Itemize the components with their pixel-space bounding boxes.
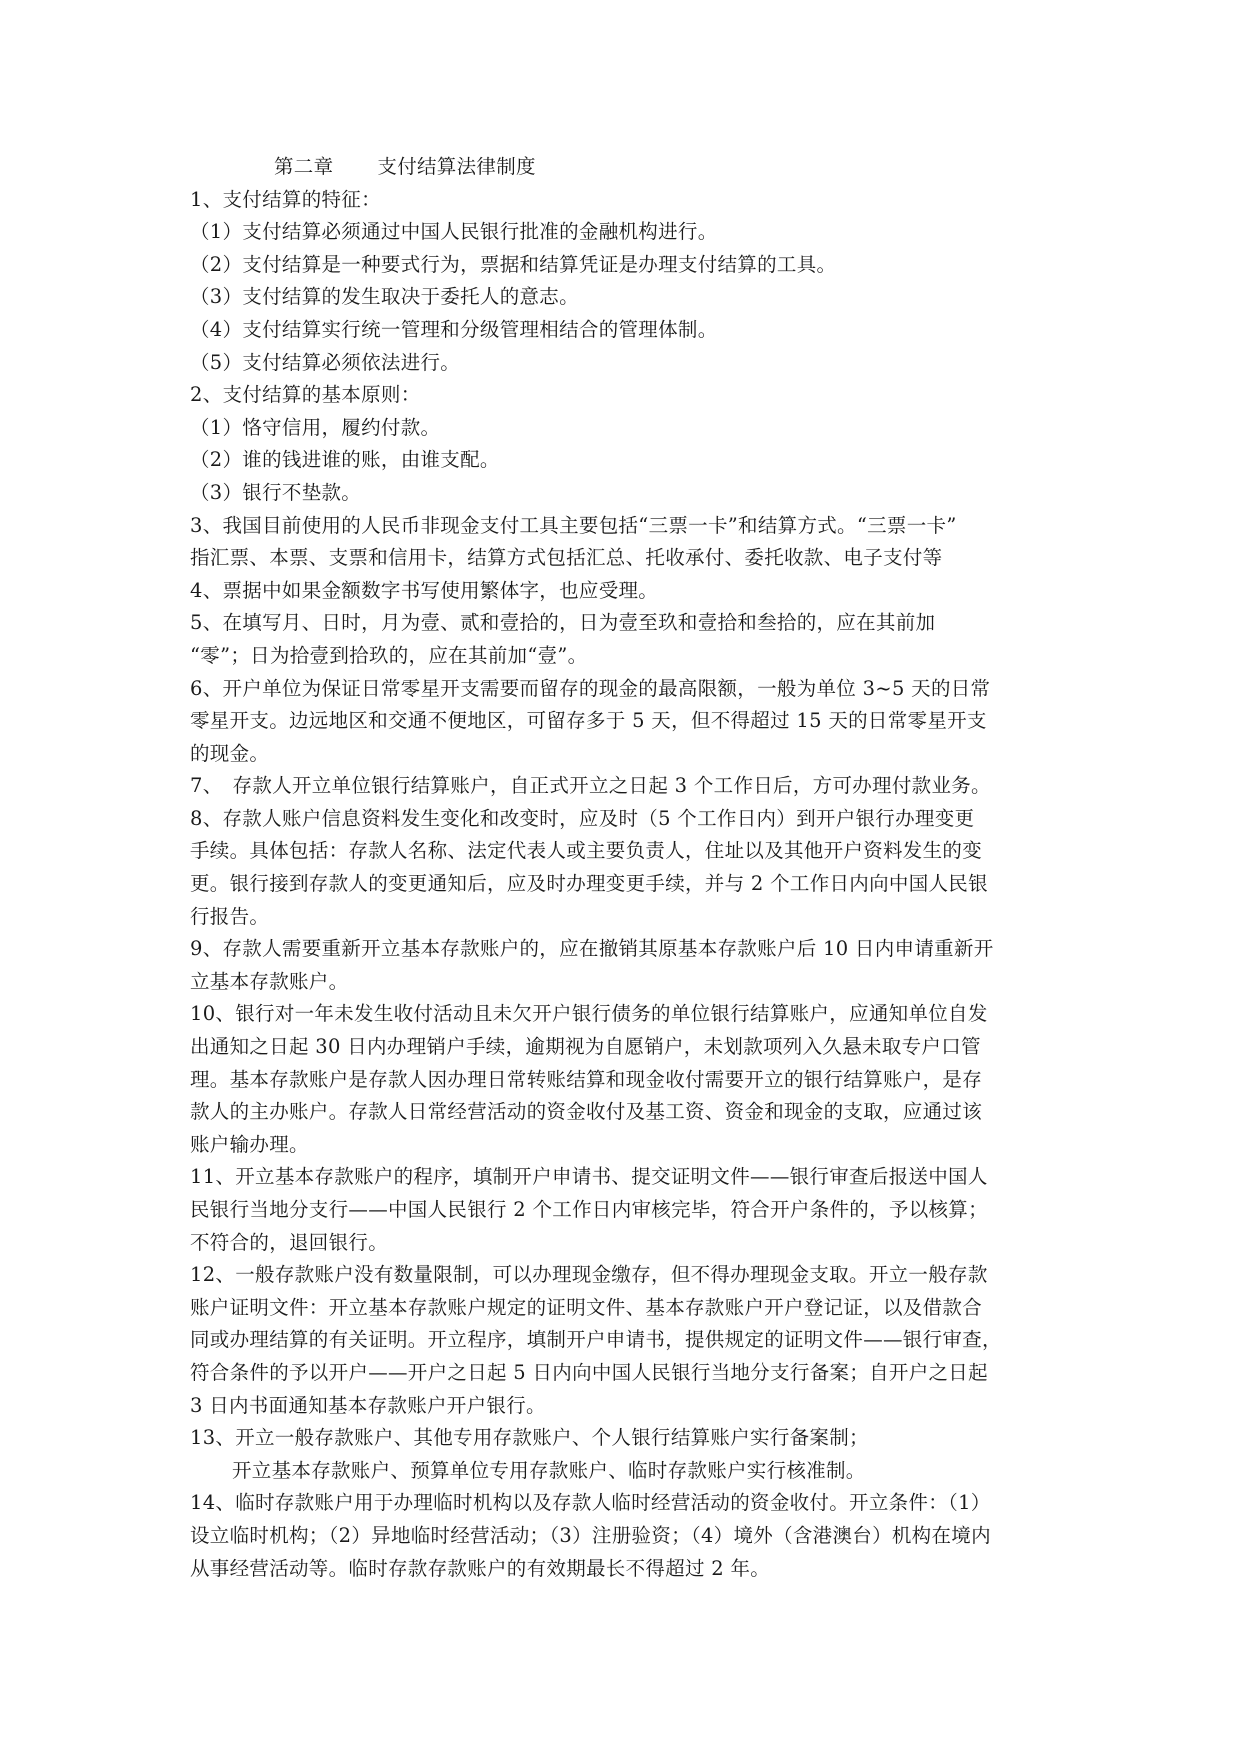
- text-line: （3）支付结算的发生取决于委托人的意志。: [190, 285, 579, 309]
- text-line: 10、银行对一年未发生收付活动且未欠开户银行债务的单位银行结算账户，应通知单位自发: [190, 1002, 988, 1026]
- text-line: 指汇票、本票、支票和信用卡，结算方式包括汇总、托收承付、委托收款、电子支付等: [190, 546, 943, 570]
- text-line: 出通知之日起 30 日内办理销户手续，逾期视为自愿销户，未划款项列入久悬未取专户口管: [190, 1035, 981, 1059]
- text-line: 11、开立基本存款账户的程序，填制开户申请书、提交证明文件——银行审查后报送中国人: [190, 1165, 988, 1189]
- text-line: 符合条件的予以开户——开户之日起 5 日内向中国人民银行当地分支行备案；自开户之日起: [190, 1360, 988, 1384]
- text-line: （4）支付结算实行统一管理和分级管理相结合的管理体制。: [190, 317, 718, 341]
- text-line: （5）支付结算必须依法进行。: [190, 350, 461, 374]
- text-line: 民银行当地分支行——中国人民银行 2 个工作日内审核完毕，符合开户条件的，予以核算；: [190, 1198, 988, 1221]
- text-line: （1）恪守信用，履约付款。: [190, 415, 441, 439]
- text-line: （3）银行不垫款。: [190, 480, 362, 504]
- text-line: 从事经营活动等。临时存款存款账户的有效期最长不得超过 2 年。: [190, 1556, 771, 1580]
- text-line: 账户输办理。: [190, 1132, 309, 1156]
- chapter-number: 第二章: [274, 155, 334, 178]
- text-line: 9、存款人需要重新开立基本存款账户的，应在撤销其原基本存款账户后 10 日内申请重新开: [190, 937, 994, 961]
- text-line: 13、开立一般存款账户、其他专用存款账户、个人银行结算账户实行备案制；: [190, 1426, 869, 1450]
- text-line: 4、票据中如果金额数字书写使用繁体字，也应受理。: [190, 578, 659, 602]
- text-line: 5、在填写月、日时，月为壹、贰和壹拾的，日为壹至玖和壹拾和叁拾的，应在其前加: [190, 611, 936, 635]
- chapter-title: 支付结算法律制度: [377, 155, 536, 178]
- text-line: 3 日内书面通知基本存款账户开户银行。: [190, 1393, 546, 1417]
- chapter-heading: [190, 151, 1060, 184]
- document-body: [190, 151, 1060, 1585]
- text-line: 手续。具体包括：存款人名称、法定代表人或主要负责人，住址以及其他开户资料发生的变: [190, 839, 983, 863]
- text-line: 行报告。: [190, 904, 270, 928]
- text-line: 款人的主办账户。存款人日常经营活动的资金收付及基工资、资金和现金的支取，应通过该: [190, 1100, 983, 1124]
- text-line: （1）支付结算必须通过中国人民银行批准的金融机构进行。: [190, 220, 718, 244]
- text-line: 2、支付结算的基本原则：: [190, 383, 421, 407]
- text-line: 不符合的，退回银行。: [190, 1230, 389, 1254]
- text-line: （2）支付结算是一种要式行为，票据和结算凭证是办理支付结算的工具。: [190, 252, 837, 276]
- text-line: 开立基本存款账户、预算单位专用存款账户、临时存款账户实行核准制。: [232, 1458, 866, 1482]
- text-line: 更。银行接到存款人的变更通知后，应及时办理变更手续，并与 2 个工作日内向中国人民银: [190, 872, 988, 896]
- text-line: 账户证明文件：开立基本存款账户规定的证明文件、基本存款账户开户登记证，以及借款合: [190, 1295, 983, 1319]
- text-line: （2）谁的钱进谁的账，由谁支配。: [190, 448, 500, 472]
- text-line: 理。基本存款账户是存款人因办理日常转账结算和现金收付需要开立的银行结算账户，是存: [190, 1067, 983, 1091]
- document-lines: [190, 184, 1060, 1586]
- text-line: 3、我国目前使用的人民币非现金支付工具主要包括“三票一卡”和结算方式。“三票一卡”: [190, 513, 957, 537]
- text-line: “零”；日为拾壹到拾玖的，应在其前加“壹”。: [190, 643, 588, 667]
- text-line: 立基本存款账户。: [190, 969, 349, 993]
- text-line: 的现金。: [190, 741, 270, 765]
- text-line: 零星开支。边远地区和交通不便地区，可留存多于 5 天，但不得超过 15 天的日常零星开支: [190, 709, 987, 733]
- text-line: 12、一般存款账户没有数量限制，可以办理现金缴存，但不得办理现金支取。开立一般存款: [190, 1263, 988, 1287]
- text-line: 同或办理结算的有关证明。开立程序，填制开户申请书，提供规定的证明文件——银行审查，: [190, 1328, 1002, 1352]
- text-line: 14、临时存款账户用于办理临时机构以及存款人临时经营活动的资金收付。开立条件：（1）: [190, 1491, 991, 1515]
- text-line: 7、 存款人开立单位银行结算账户，自正式开立之日起 3 个工作日后，方可办理付款业务。: [190, 774, 991, 798]
- text-line: 8、存款人账户信息资料发生变化和改变时，应及时（5 个工作日内）到开户银行办理变更: [190, 806, 975, 830]
- text-line: 6、开户单位为保证日常零星开支需要而留存的现金的最高限额，一般为单位 3~5 天的日常: [190, 676, 991, 700]
- text-line: 设立临时机构；（2）异地临时经营活动；（3）注册验资；（4）境外（含港澳台）机构在境内: [190, 1523, 991, 1547]
- text-line: 1、支付结算的特征：: [190, 187, 381, 211]
